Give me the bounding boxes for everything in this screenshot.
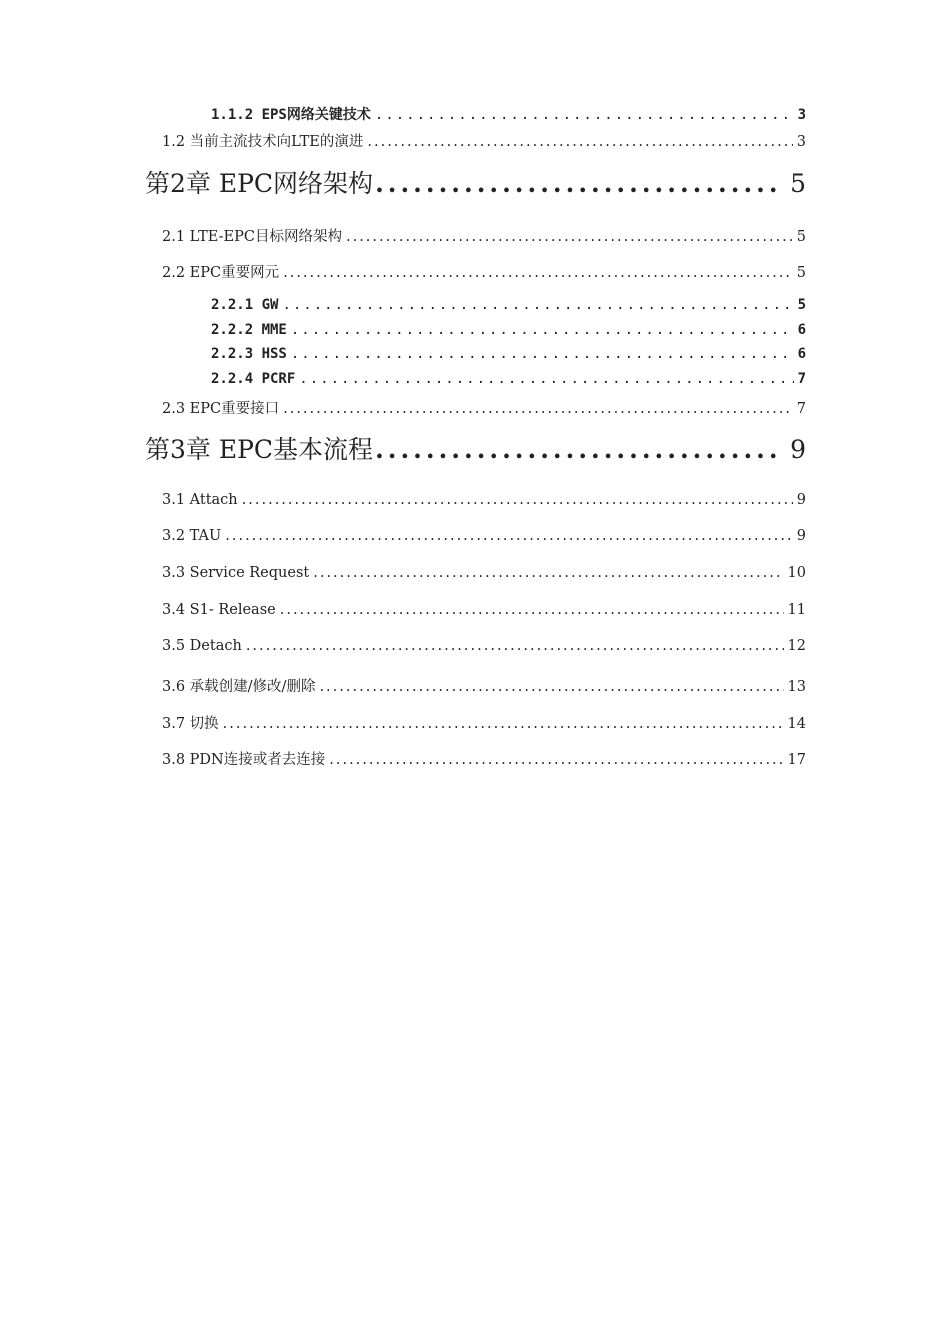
toc-entry-label: 3.4 S1- Release xyxy=(162,602,276,618)
toc-entry-label: 3.5 Detach xyxy=(162,638,242,654)
toc-entry-label: 3.6 承载创建/修改/删除 xyxy=(162,679,316,695)
toc-leader-dots xyxy=(291,346,794,362)
toc-entry-2-2-4[interactable] xyxy=(211,371,806,387)
toc-leader-dots xyxy=(375,435,782,464)
toc-chapter-page: 5 xyxy=(790,169,806,198)
toc-entry-3-4[interactable] xyxy=(162,602,806,618)
toc-entry-2-1[interactable] xyxy=(162,225,806,246)
toc-leader-dots xyxy=(223,716,784,732)
toc-chapter-3[interactable] xyxy=(145,430,806,466)
toc-leader-dots xyxy=(242,492,793,508)
toc-entry-page: 14 xyxy=(787,716,806,732)
toc-entry-label: 3.3 Service Request xyxy=(162,565,310,581)
toc-entry-3-2[interactable] xyxy=(162,528,806,544)
toc-entry-3-6[interactable] xyxy=(162,675,806,696)
toc-entry-page: 3 xyxy=(797,107,806,123)
toc-entry-label: 3.1 Attach xyxy=(162,492,238,508)
toc-entry-page: 5 xyxy=(797,297,806,313)
toc-entry-2-2[interactable] xyxy=(162,261,806,282)
toc-entry-label: 3.2 TAU xyxy=(162,528,222,544)
toc-entry-2-2-2[interactable] xyxy=(211,322,806,338)
toc-leader-dots xyxy=(225,528,793,544)
toc-chapter-label: 第3章 EPC基本流程 xyxy=(145,435,374,464)
toc-entry-page: 17 xyxy=(787,752,806,768)
toc-entry-2-2-1[interactable] xyxy=(211,297,806,313)
toc-entry-page: 11 xyxy=(787,602,806,618)
toc-leader-dots xyxy=(375,107,794,123)
toc-entry-1-1-2[interactable] xyxy=(211,104,806,124)
toc-leader-dots xyxy=(299,371,793,387)
toc-chapter-page: 9 xyxy=(790,435,806,464)
toc-entry-1-2[interactable] xyxy=(162,130,806,151)
toc-leader-dots xyxy=(375,169,782,198)
toc-entry-label: 2.1 LTE-EPC目标网络架构 xyxy=(162,229,342,245)
toc-leader-dots xyxy=(367,134,792,150)
toc-leader-dots xyxy=(246,638,784,654)
toc-entry-3-8[interactable] xyxy=(162,748,806,769)
toc-entry-label: 3.7 切换 xyxy=(162,716,219,732)
toc-entry-page: 7 xyxy=(796,401,806,417)
toc-leader-dots xyxy=(282,297,793,313)
toc-entry-label: 2.2.3 HSS xyxy=(211,346,287,362)
toc-entry-label: 2.2.1 GW xyxy=(211,297,279,313)
toc-entry-label: 3.8 PDN连接或者去连接 xyxy=(162,752,326,768)
toc-entry-page: 9 xyxy=(796,528,806,544)
toc-entry-page: 5 xyxy=(796,229,806,245)
toc-entry-page: 10 xyxy=(787,565,806,581)
toc-entry-3-5[interactable] xyxy=(162,638,806,654)
toc-entry-label: 2.2.2 MME xyxy=(211,322,287,338)
toc-leader-dots xyxy=(329,752,783,768)
toc-leader-dots xyxy=(346,229,793,245)
toc-entry-3-7[interactable] xyxy=(162,712,806,733)
toc-entry-2-2-3[interactable] xyxy=(211,346,806,362)
toc-entry-3-1[interactable] xyxy=(162,492,806,508)
toc-entry-page: 9 xyxy=(796,492,806,508)
toc-entry-label: 1.2 当前主流技术向LTE的演进 xyxy=(162,134,364,150)
toc-entry-page: 12 xyxy=(787,638,806,654)
toc-entry-3-3[interactable] xyxy=(162,565,806,581)
toc-leader-dots xyxy=(291,322,794,338)
toc-entry-page: 6 xyxy=(797,322,806,338)
toc-chapter-label: 第2章 EPC网络架构 xyxy=(145,169,374,198)
toc-leader-dots xyxy=(283,401,793,417)
toc-leader-dots xyxy=(283,265,793,281)
toc-entry-page: 7 xyxy=(797,371,806,387)
toc-entry-page: 13 xyxy=(787,679,806,695)
toc-entry-label: 2.3 EPC重要接口 xyxy=(162,401,280,417)
toc-leader-dots xyxy=(280,602,784,618)
toc-entry-label: 1.1.2 EPS网络关键技术 xyxy=(211,107,371,123)
toc-leader-dots xyxy=(313,565,783,581)
toc-entry-label: 2.2.4 PCRF xyxy=(211,371,296,387)
toc-entry-page: 5 xyxy=(796,265,806,281)
toc-chapter-2[interactable] xyxy=(145,164,806,200)
toc-entry-page: 3 xyxy=(796,134,806,150)
toc-entry-2-3[interactable] xyxy=(162,397,806,418)
toc-entry-label: 2.2 EPC重要网元 xyxy=(162,265,280,281)
toc-entry-page: 6 xyxy=(797,346,806,362)
toc-leader-dots xyxy=(319,679,783,695)
